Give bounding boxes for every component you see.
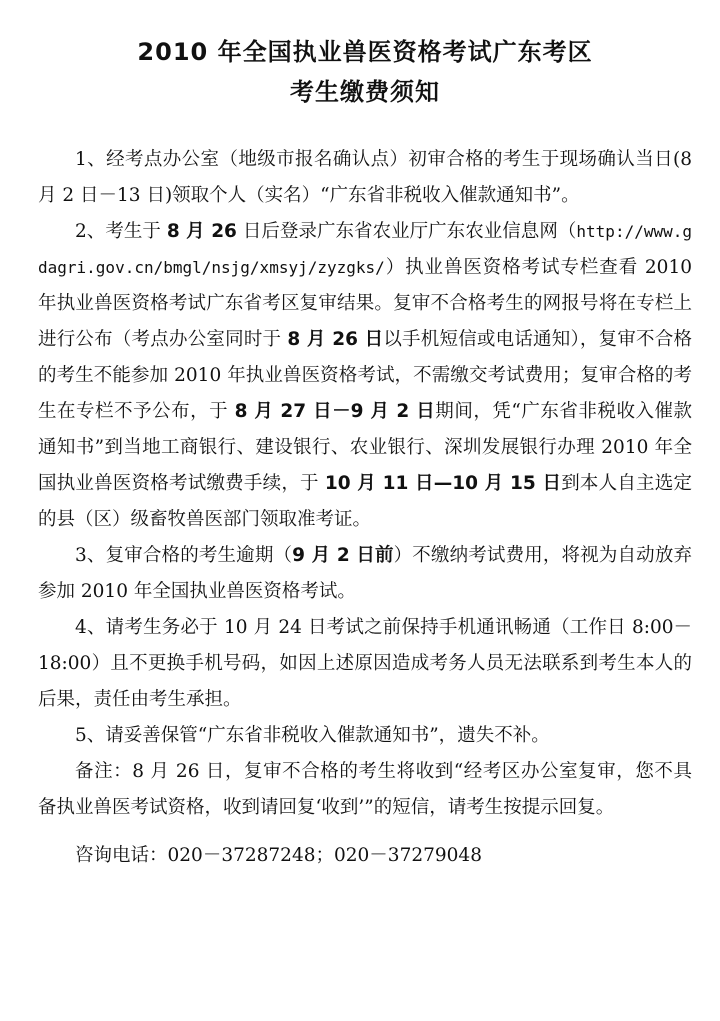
p2-text-f: 以手机短信或电话通知），复审不合格的考生不能参加 2010 年执业兽医资格考试，不需缴交考试费用；复审合格的考生在专栏不予公布，于: [38, 329, 692, 422]
p2-date-c: 8 月 27 日－9 月 2 日: [234, 401, 436, 422]
p2-text-c: 日后登录广东省农业厅广东农业信息网（: [236, 221, 577, 242]
p2-date-a: 8 月 26: [166, 221, 237, 242]
p2-text-j: 到本人自主选定的县（区）级畜牧兽医部门领取准考证。: [38, 473, 692, 530]
p3-date: 9 月 2 日前: [292, 545, 394, 566]
document-title: 2010 年全国执业兽医资格考试广东考区: [137, 38, 593, 66]
paragraph-2: [38, 214, 692, 538]
contact-label: 咨询电话：: [75, 845, 168, 866]
contact-phones: 020－37287248；020－37279048: [167, 845, 482, 866]
p2-text-h: 期间，凭“广东省非税收入催款通知书”到当地工商银行、建设银行、农业银行、深圳发展银行办理 2010 年全国执业兽医资格考试缴费手续，于: [38, 401, 692, 494]
contact-line: [38, 838, 692, 874]
paragraph-4: 4、请考生务必于 10 月 24 日考试之前保持手机通讯畅通（工作日 8:00－18:00）且不更换手机号码，如因上述原因造成考务人员无法联系到考生本人的后果，责任由考生承担。: [38, 617, 692, 710]
document-subtitle: 考生缴费须知: [290, 78, 440, 106]
p3-text-a: 3、复审合格的考生逾期（: [75, 545, 293, 566]
paragraph-3: [38, 538, 692, 610]
paragraph-1: 1、经考点办公室（地级市报名确认点）初审合格的考生于现场确认当日(8 月 2 日－13 日)领取个人（实名）“广东省非税收入催款通知书”。: [38, 149, 692, 206]
p2-text-d: ）执业兽医资格考试专栏查看 2010 年执业兽医资格考试广东省考区复审结果。复审不合格考生的网报号将在专栏上进行公布（考点办公室同时于: [38, 257, 692, 350]
p2-text-a: 2、考生于: [75, 221, 167, 242]
p3-text-c: ）不缴纳考试费用，将视为自动放弃参加 2010 年全国执业兽医资格考试。: [38, 545, 692, 602]
note-paragraph: 备注：8 月 26 日，复审不合格的考生将收到“经考区办公室复审，您不具备执业兽医考试资格，收到请回复‘收到’”的短信，请考生按提示回复。: [38, 761, 692, 818]
p2-date-b: 8 月 26 日: [287, 329, 384, 350]
paragraph-5: 5、请妥善保管“广东省非税收入催款通知书”，遗失不补。: [75, 725, 550, 746]
p2-date-d: 10 月 11 日—10 月 15 日: [324, 473, 562, 494]
p2-url: http://www.gdagri.gov.cn/bmgl/nsjg/xmsyj/zyzgks/: [38, 222, 692, 277]
